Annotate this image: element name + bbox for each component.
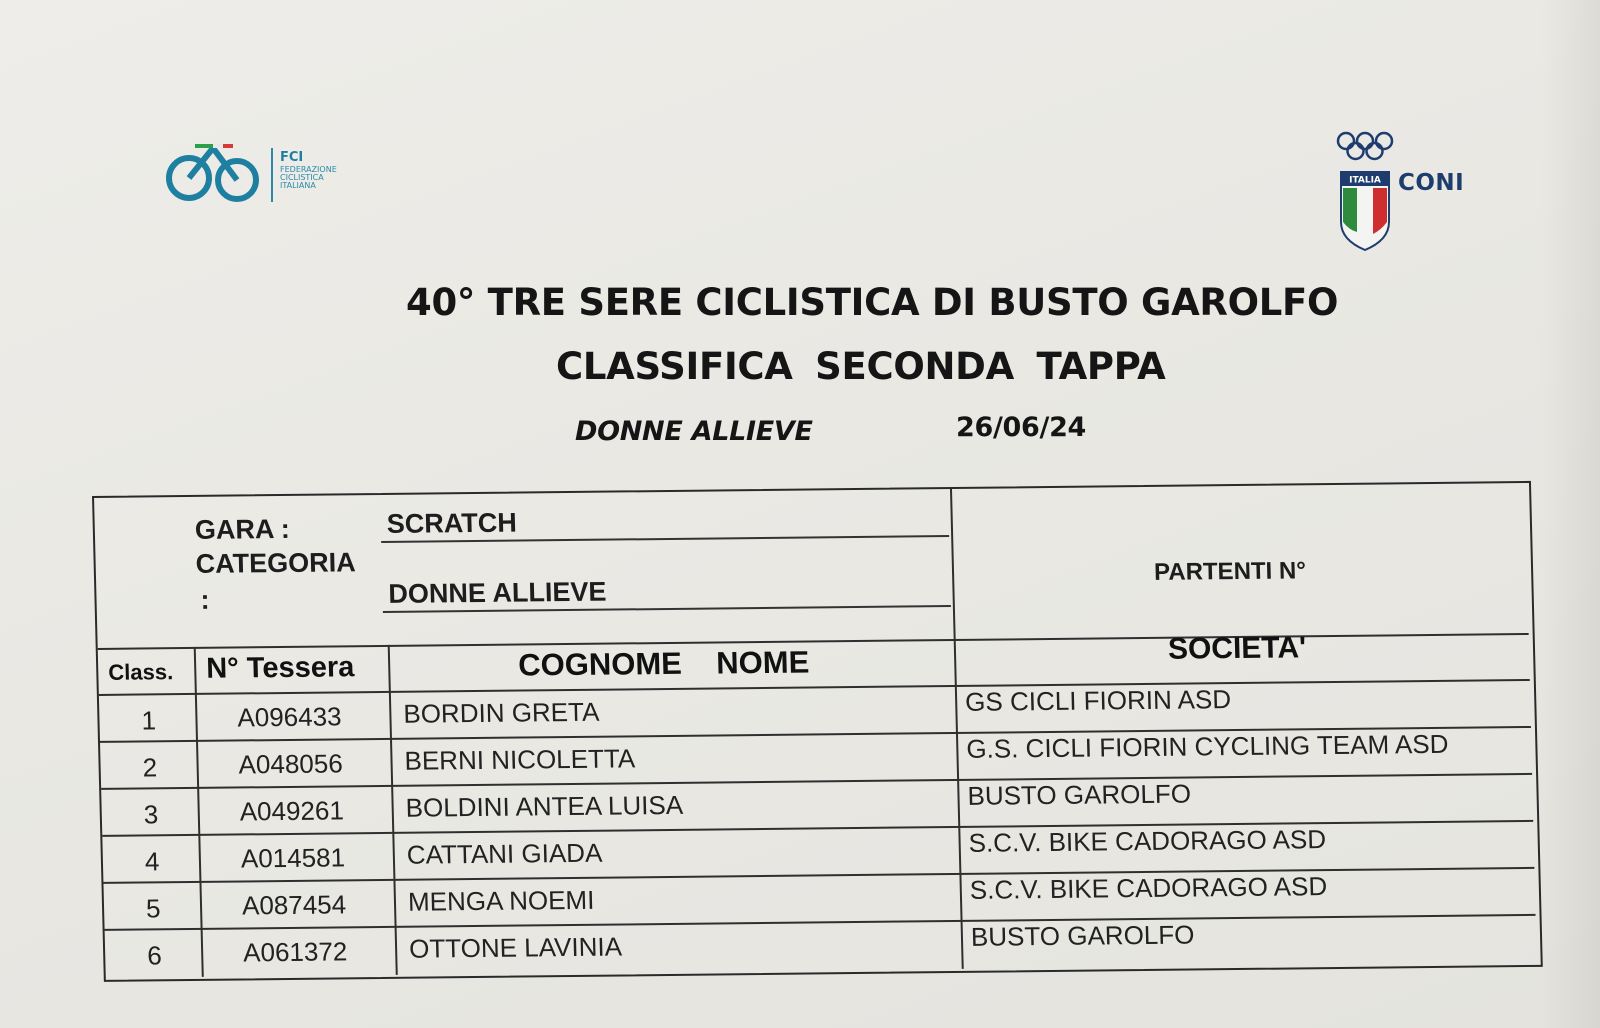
fci-name-line: ITALIANA (280, 181, 316, 190)
row-3-name: BOLDINI ANTEA LUISA (405, 789, 684, 823)
row-5-name: MENGA NOEMI (407, 884, 595, 917)
row-4-team: S.C.V. BIKE CADORAGO ASD (968, 824, 1327, 858)
row-5-team: S.C.V. BIKE CADORAGO ASD (969, 871, 1328, 905)
row-6-team: BUSTO GAROLFO (970, 919, 1195, 952)
coni-wordmark: CONI (1398, 170, 1465, 196)
fci-logo (165, 140, 365, 206)
race-date: 26/06/24 (956, 412, 1087, 443)
row-6-class: 6 (146, 940, 163, 971)
row-3-team: BUSTO GAROLFO (967, 778, 1192, 811)
event-title: 40° TRE SERE CICLISTICA DI BUSTO GAROLFO (406, 281, 1339, 324)
row-1-name: BORDIN GRETA (403, 696, 600, 729)
categoria-label: CATEGORIA (195, 547, 357, 579)
fci-name-line: FEDERAZIONE (280, 165, 337, 174)
row-3-tessera: A049261 (239, 795, 345, 827)
row-2-class: 2 (142, 752, 158, 783)
row-1-team: GS CICLI FIORIN ASD (964, 684, 1232, 717)
results-sheet (92, 481, 1543, 982)
page-edge-shadow (1540, 0, 1600, 1028)
results-table (92, 481, 1543, 982)
row-5-tessera: A087454 (241, 889, 347, 921)
gara-label: GARA : (194, 513, 291, 545)
coni-logo (1336, 130, 1476, 254)
bicycle-logo-icon (165, 140, 265, 206)
row-5-class: 5 (145, 893, 161, 924)
row-4-name: CATTANI GIADA (406, 837, 603, 870)
divider (98, 633, 1529, 650)
italian-shield-icon (1339, 170, 1391, 252)
header-societa: SOCIETA' (1167, 631, 1307, 666)
column-divider (950, 489, 964, 969)
fci-name-line: CICLISTICA (280, 173, 324, 182)
row-4-class: 4 (144, 846, 160, 877)
row-1-class: 1 (141, 705, 157, 736)
partenti-label: PARTENTI N° (1153, 557, 1307, 586)
fci-full-name (280, 166, 370, 190)
row-2-tessera: A048056 (238, 748, 344, 780)
header-tessera: N° Tessera (205, 651, 355, 685)
categoria-colon: : (200, 584, 210, 615)
header-cognome-nome: COGNOME NOME (517, 644, 810, 683)
row-2-name: BERNI NICOLETTA (404, 743, 636, 776)
category-heading: DONNE ALLIEVE (575, 416, 813, 447)
row-3-class: 3 (143, 799, 159, 830)
shield-label: ITALIA (1349, 175, 1381, 186)
row-1-tessera: A096433 (237, 701, 342, 733)
row-6-tessera: A061372 (242, 936, 348, 968)
fci-abbreviation: FCI (280, 150, 304, 165)
gara-value: SCRATCH (386, 507, 518, 539)
header-class: Class. (108, 659, 174, 685)
olympic-rings-icon (1336, 130, 1396, 164)
categoria-value: DONNE ALLIEVE (388, 576, 607, 609)
stage-title: CLASSIFICA SECONDA TAPPA (556, 345, 1166, 388)
row-6-name: OTTONE LAVINIA (408, 931, 623, 964)
row-4-tessera: A014581 (240, 842, 346, 874)
fci-divider (271, 148, 273, 202)
row-2-team: G.S. CICLI FIORIN CYCLING TEAM ASD (965, 728, 1449, 764)
